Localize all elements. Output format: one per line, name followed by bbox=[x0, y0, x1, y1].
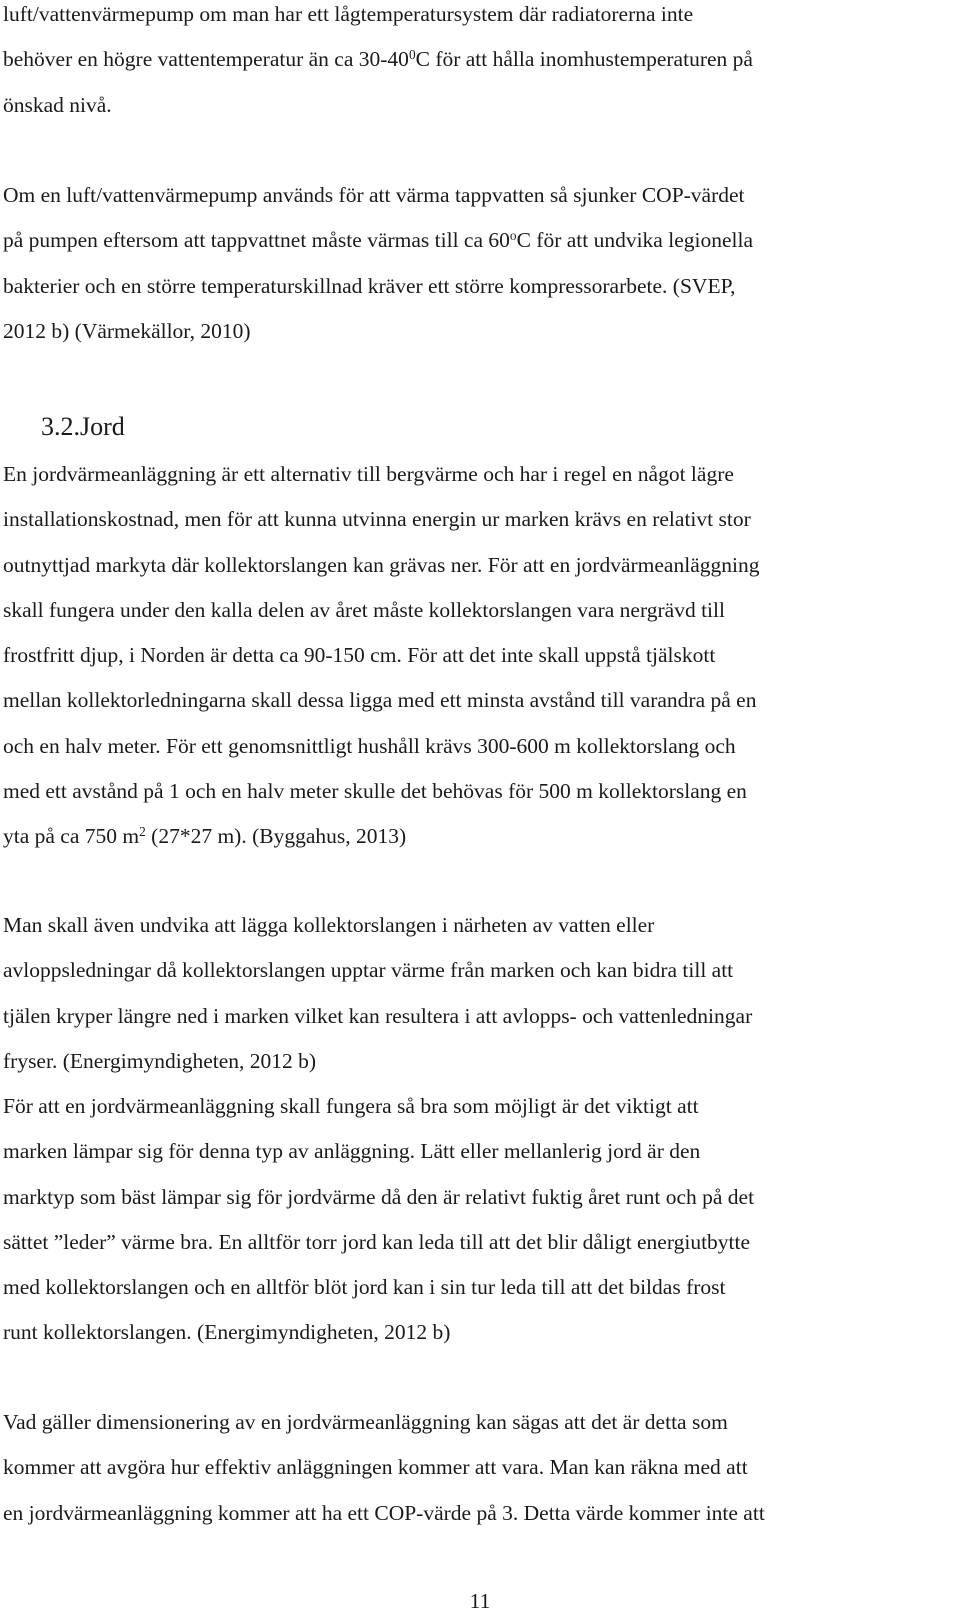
text-span: kommer att avgöra hur effektiv anläggningen kommer att vara. Man kan räkna med att bbox=[3, 1455, 748, 1480]
mark-paragraph bbox=[3, 1084, 955, 1356]
text-line bbox=[3, 1491, 955, 1536]
jord-paragraph bbox=[3, 452, 955, 860]
text-span: C för att hålla inomhustemperaturen på bbox=[415, 47, 753, 72]
text-line bbox=[3, 1175, 955, 1220]
text-span: mellan kollektorledningarna skall dessa ligga med ett minsta avstånd till varandra på en bbox=[3, 688, 757, 713]
page-number: 11 bbox=[469, 1589, 491, 1613]
text-span: C för att undvika legionella bbox=[516, 228, 753, 253]
superscript: o bbox=[509, 227, 517, 243]
text-line bbox=[3, 1220, 955, 1265]
text-span: avloppsledningar då kollektorslangen upptar värme från marken och kan bidra till att bbox=[3, 958, 734, 983]
text-span: luft/vattenvärmepump om man har ett lågtemperatursystem där radiatorerna inte bbox=[3, 2, 694, 26]
text-line bbox=[3, 1039, 955, 1084]
text-line bbox=[3, 1084, 955, 1129]
text-line bbox=[3, 1265, 955, 1310]
text-span: behöver en högre vattentemperatur än ca 30-40 bbox=[3, 47, 409, 72]
text-line bbox=[3, 452, 955, 497]
text-line bbox=[3, 497, 955, 542]
text-span: marktyp som bäst lämpar sig för jordvärme då den är relativt fuktig året runt och på det bbox=[3, 1184, 755, 1209]
text-line bbox=[3, 1400, 955, 1445]
text-span: Vad gäller dimensionering av en jordvärmeanläggning kan sägas att det är detta som bbox=[3, 1410, 728, 1434]
text-line bbox=[3, 1129, 955, 1174]
text-span: installationskostnad, men för att kunna utvinna energin ur marken krävs en relativt stor bbox=[3, 507, 751, 532]
text-span: önskad nivå. bbox=[3, 92, 112, 117]
text-span: sättet ”leder” värme bra. En alltför torr jord kan leda till att det blir dåligt energiutbytte bbox=[3, 1229, 751, 1254]
text-line bbox=[3, 678, 955, 723]
text-span: yta på ca 750 m bbox=[3, 824, 140, 849]
text-span: på pumpen eftersom att tappvattnet måste värmas till ca 60 bbox=[3, 228, 510, 253]
text-span: frostfritt djup, i Norden är detta ca 90-150 cm. För att det inte skall uppstå tjälskott bbox=[3, 643, 716, 668]
text-span: marken lämpar sig för denna typ av anläggning. Lätt eller mellanlerig jord är den bbox=[3, 1139, 701, 1164]
text-line bbox=[3, 264, 955, 309]
text-line bbox=[3, 724, 955, 769]
text-line bbox=[3, 0, 955, 37]
text-span: tjälen kryper längre ned i marken vilket kan resultera i att avlopps- och vattenledningar bbox=[3, 1003, 753, 1028]
text-line bbox=[3, 814, 955, 859]
text-line bbox=[3, 994, 955, 1039]
dimensionering-paragraph bbox=[3, 1400, 955, 1536]
text-span: med kollektorslangen och en alltför blöt jord kan i sin tur leda till att det bildas frost bbox=[3, 1275, 726, 1300]
text-span: 2012 b) (Värmekällor, 2010) bbox=[3, 318, 251, 343]
avlopp-paragraph bbox=[3, 903, 955, 1084]
text-span: runt kollektorslangen. (Energimyndigheten, 2012 b) bbox=[3, 1320, 451, 1345]
text-line bbox=[3, 309, 955, 354]
text-span: skall fungera under den kalla delen av året måste kollektorslangen vara nergrävd till bbox=[3, 597, 725, 622]
text-span: outnyttjad markyta där kollektorslangen kan grävas ner. För att en jordvärmeanläggning bbox=[3, 552, 760, 577]
text-line bbox=[3, 1445, 955, 1490]
text-line bbox=[3, 1310, 955, 1355]
text-span: Man skall även undvika att lägga kollektorslangen i närheten av vatten eller bbox=[3, 913, 655, 937]
text-span: För att en jordvärmeanläggning skall fungera så bra som möjligt är det viktigt att bbox=[3, 1094, 699, 1118]
text-span: bakterier och en större temperaturskillnad kräver ett större kompressorarbete. (SVEP, bbox=[3, 273, 736, 298]
text-span: fryser. (Energimyndigheten, 2012 b) bbox=[3, 1048, 317, 1073]
text-span: Om en luft/vattenvärmepump används för att värma tappvatten så sjunker COP-värdet bbox=[3, 183, 745, 207]
text-line bbox=[3, 83, 955, 128]
text-span: med ett avstånd på 1 och en halv meter skulle det behövas för 500 m kollektorslang en bbox=[3, 779, 747, 804]
text-line bbox=[3, 218, 955, 263]
superscript: 0 bbox=[408, 46, 416, 62]
section-heading: 3.2.Jord bbox=[41, 412, 125, 441]
text-span: och en halv meter. För ett genomsnittligt hushåll krävs 300-600 m kollektorslang och bbox=[3, 733, 736, 758]
text-line bbox=[3, 543, 955, 588]
cop-paragraph bbox=[3, 173, 955, 354]
text-line bbox=[3, 769, 955, 814]
text-line bbox=[3, 633, 955, 678]
text-line bbox=[3, 173, 955, 218]
text-line bbox=[3, 903, 955, 948]
text-span: (27*27 m). (Byggahus, 2013) bbox=[145, 824, 407, 849]
text-line bbox=[3, 37, 955, 82]
superscript: 2 bbox=[139, 824, 146, 840]
text-span: En jordvärmeanläggning är ett alternativ till bergvärme och har i regel en något lägre bbox=[3, 462, 734, 486]
text-line bbox=[3, 588, 955, 633]
intro-paragraph bbox=[3, 0, 955, 128]
text-line bbox=[3, 948, 955, 993]
text-span: en jordvärmeanläggning kommer att ha ett COP-värde på 3. Detta värde kommer inte att bbox=[3, 1500, 765, 1525]
